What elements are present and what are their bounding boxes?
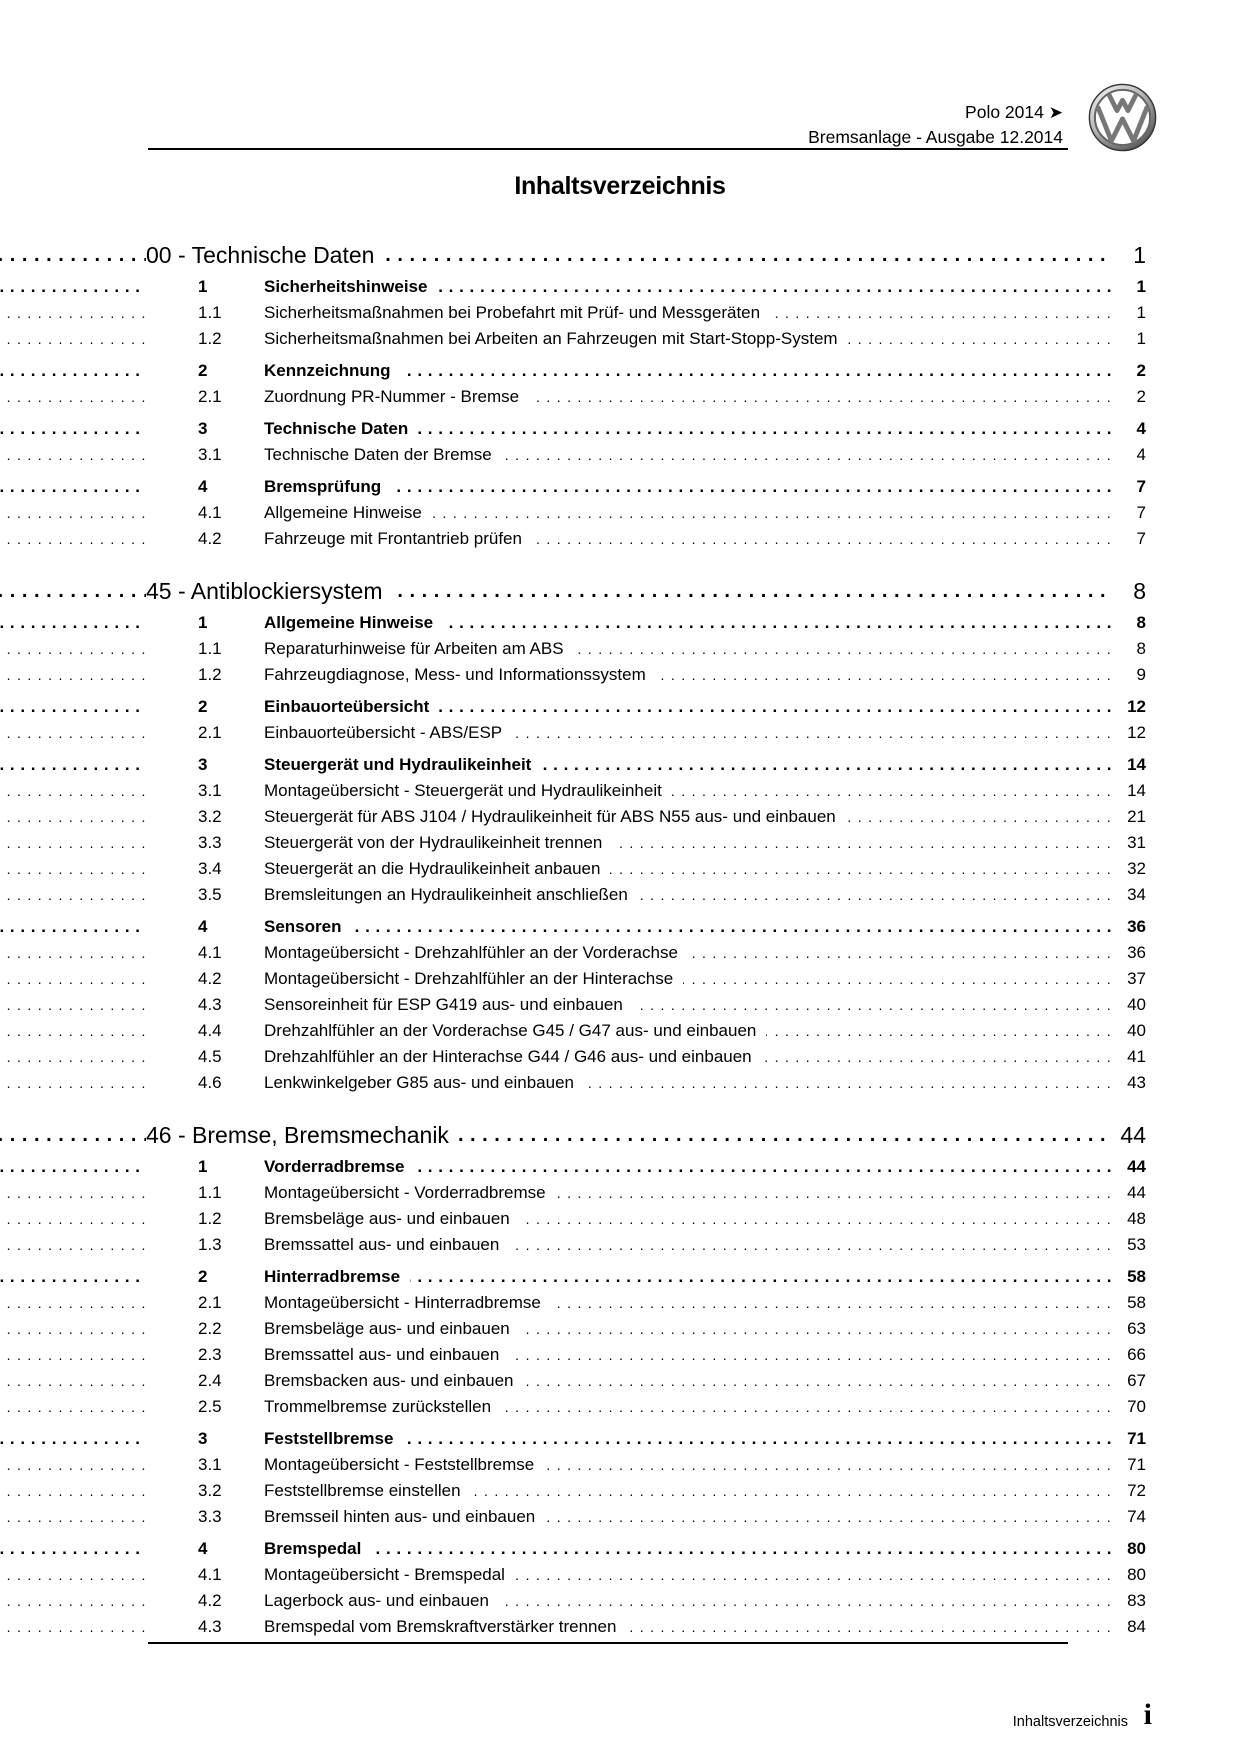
- header-model-text: Polo 2014: [965, 102, 1044, 122]
- toc-subsection[interactable]: [146, 1290, 1146, 1316]
- toc-subsection-title: Montageübersicht - Drehzahlfühler an der Vorderachse: [264, 943, 678, 962]
- toc-subsection-page: 41: [1113, 1044, 1146, 1070]
- toc-section-number: 3: [198, 419, 208, 438]
- toc-subsection-title: Sicherheitsmaßnahmen bei Probefahrt mit Prüf- und Messgeräten: [264, 303, 761, 322]
- toc-subsection-title: Montageübersicht - Feststellbremse: [264, 1455, 535, 1474]
- toc-subsection-label: [146, 384, 529, 410]
- toc-subsection-title: Bremsseil hinten aus- und einbauen: [264, 1507, 536, 1526]
- toc-subsection-number: 3.2: [198, 807, 222, 826]
- toc-subsection-label: [146, 1070, 584, 1096]
- footer-label: Inhaltsverzeichnis: [1012, 1714, 1128, 1730]
- toc-subsection[interactable]: [146, 1452, 1146, 1478]
- toc-subsection-page: 9: [1123, 662, 1146, 688]
- toc-subsection-label: [146, 326, 848, 352]
- toc-subsection-title: Bremsleitungen an Hydraulikeinheit anschließen: [264, 885, 628, 904]
- toc-subsection-label: [146, 526, 532, 552]
- toc-section[interactable]: [146, 474, 1146, 500]
- toc-subsection-page: 40: [1113, 1018, 1146, 1044]
- toc-subsection-page: 70: [1113, 1394, 1146, 1420]
- toc-subsection-title: Lenkwinkelgeber G85 aus- und einbauen: [264, 1073, 575, 1092]
- toc-subsection-number: 1.1: [198, 303, 222, 322]
- toc-chapter-title: 45 - Antiblockiersystem: [146, 578, 383, 604]
- toc-section-number: 4: [198, 917, 208, 936]
- toc-subsection-number: 3.1: [198, 445, 222, 464]
- toc-subsection[interactable]: [146, 1206, 1146, 1232]
- toc-section-label: [146, 1154, 414, 1180]
- toc-subsection-label: [146, 1614, 626, 1640]
- toc-subsection-title: Montageübersicht - Drehzahlfühler an der Hinterachse: [264, 969, 674, 988]
- toc-subsection[interactable]: [146, 1018, 1146, 1044]
- toc-subsection-number: 4.3: [198, 1617, 222, 1636]
- toc-section[interactable]: [146, 1154, 1146, 1180]
- toc-subsection-title: Steuergerät an die Hydraulikeinheit anbauen: [264, 859, 601, 878]
- toc-section[interactable]: [146, 752, 1146, 778]
- toc-subsection-label: [146, 300, 770, 326]
- toc-subsection[interactable]: [146, 1478, 1146, 1504]
- toc-subsection-title: Einbauorteübersicht - ABS/ESP: [264, 723, 503, 742]
- toc-subsection-label: [146, 804, 846, 830]
- toc-subsection-page: 44: [1113, 1180, 1146, 1206]
- toc-subsection-number: 3.3: [198, 833, 222, 852]
- toc-section-title: Allgemeine Hinweise: [264, 613, 434, 632]
- toc-section-number: 1: [198, 277, 208, 296]
- toc-subsection[interactable]: [146, 1070, 1146, 1096]
- toc-subsection-number: 3.3: [198, 1507, 222, 1526]
- arrow-right-icon: ➤: [1048, 103, 1063, 122]
- toc-subsection-title: Bremssattel aus- und einbauen: [264, 1235, 500, 1254]
- toc-subsection-label: [146, 1562, 515, 1588]
- toc-subsection[interactable]: [146, 720, 1146, 746]
- toc-chapter-page: 1: [1119, 240, 1146, 270]
- toc-subsection-page: 72: [1113, 1478, 1146, 1504]
- toc-subsection-number: 1.1: [198, 1183, 222, 1202]
- toc-section-number: 1: [198, 613, 208, 632]
- toc-section[interactable]: [146, 1264, 1146, 1290]
- header-subtitle: Bremsanlage - Ausgabe 12.2014: [808, 127, 1063, 147]
- toc-chapter[interactable]: [146, 1120, 1146, 1150]
- toc-subsection-page: 14: [1113, 778, 1146, 804]
- toc-chapter-page: 44: [1106, 1120, 1146, 1150]
- toc-subsection-page: 48: [1113, 1206, 1146, 1232]
- toc-subsection-label: [146, 442, 502, 468]
- toc-subsection[interactable]: [146, 500, 1146, 526]
- toc-subsection-title: Allgemeine Hinweise: [264, 503, 422, 522]
- toc-section-title: Einbauorteübersicht: [264, 697, 430, 716]
- toc-section-page: 71: [1113, 1426, 1146, 1452]
- toc-subsection-number: 4.6: [198, 1073, 222, 1092]
- toc-subsection-number: 4.2: [198, 1591, 222, 1610]
- toc-subsection-title: Sicherheitsmaßnahmen bei Arbeiten an Fahrzeugen mit Start-Stopp-System: [264, 329, 838, 348]
- toc-subsection-label: [146, 1206, 520, 1232]
- toc-subsection-page: 2: [1123, 384, 1146, 410]
- toc-subsection-title: Bremspedal vom Bremskraftverstärker trennen: [264, 1617, 617, 1636]
- toc-subsection-number: 4.2: [198, 969, 222, 988]
- toc-subsection[interactable]: [146, 1044, 1146, 1070]
- vw-logo-icon: [1088, 83, 1157, 152]
- toc-section-title: Technische Daten: [264, 419, 409, 438]
- toc-subsection[interactable]: [146, 526, 1146, 552]
- footer-divider: [148, 1642, 1068, 1644]
- toc-subsection-title: Fahrzeugdiagnose, Mess- und Informationssystem: [264, 665, 646, 684]
- toc-subsection-number: 3.1: [198, 781, 222, 800]
- toc-section-page: 44: [1113, 1154, 1146, 1180]
- toc-subsection-page: 53: [1113, 1232, 1146, 1258]
- toc-section-title: Vorderradbremse: [264, 1157, 405, 1176]
- toc-subsection-number: 1.1: [198, 639, 222, 658]
- toc-subsection[interactable]: [146, 856, 1146, 882]
- toc-subsection-number: 4.1: [198, 1565, 222, 1584]
- toc-subsection[interactable]: [146, 778, 1146, 804]
- toc-subsection-number: 2.1: [198, 723, 222, 742]
- toc-subsection-title: Bremsbeläge aus- und einbauen: [264, 1319, 510, 1338]
- toc-subsection-label: [146, 966, 683, 992]
- toc-subsection-number: 1.2: [198, 665, 222, 684]
- toc-subsection-number: 1.2: [198, 1209, 222, 1228]
- toc-subsection-title: Sensoreinheit für ESP G419 aus- und einbauen: [264, 995, 623, 1014]
- toc-section-label: [146, 416, 418, 442]
- toc-section-page: 4: [1123, 416, 1146, 442]
- toc-section-label: [146, 1536, 371, 1562]
- toc-section-label: [146, 694, 439, 720]
- toc-subsection-label: [146, 1018, 766, 1044]
- toc-subsection-title: Reparaturhinweise für Arbeiten am ABS: [264, 639, 564, 658]
- toc-subsection-number: 4.1: [198, 943, 222, 962]
- toc-section[interactable]: [146, 416, 1146, 442]
- toc-subsection-page: 31: [1113, 830, 1146, 856]
- toc-section-page: 7: [1123, 474, 1146, 500]
- toc-subsection-label: [146, 1342, 509, 1368]
- toc-section-label: [146, 358, 401, 384]
- toc-subsection-label: [146, 1588, 499, 1614]
- toc-subsection-label: [146, 1316, 520, 1342]
- toc-subsection-title: Fahrzeuge mit Frontantrieb prüfen: [264, 529, 522, 548]
- header-divider: [148, 148, 1068, 150]
- toc-subsection-page: 12: [1113, 720, 1146, 746]
- toc-subsection[interactable]: [146, 1614, 1146, 1640]
- toc-subsection-page: 84: [1113, 1614, 1146, 1640]
- toc-subsection-number: 1.3: [198, 1235, 222, 1254]
- toc-subsection-page: 43: [1113, 1070, 1146, 1096]
- toc-section-page: 80: [1113, 1536, 1146, 1562]
- toc-section-label: [146, 914, 351, 940]
- toc-subsection[interactable]: [146, 1394, 1146, 1420]
- toc-section-title: Sicherheitshinweise: [264, 277, 428, 296]
- toc-chapter[interactable]: [146, 576, 1146, 606]
- toc-section-title: Feststellbremse: [264, 1429, 394, 1448]
- toc-subsection-title: Steuergerät von der Hydraulikeinheit trennen: [264, 833, 603, 852]
- toc-section-label: [146, 1264, 410, 1290]
- page-title: Inhaltsverzeichnis: [514, 172, 726, 200]
- toc-subsection-page: 80: [1113, 1562, 1146, 1588]
- toc-section[interactable]: [146, 1426, 1146, 1452]
- toc-subsection-label: [146, 992, 633, 1018]
- toc-subsection-page: 1: [1123, 300, 1146, 326]
- toc-subsection[interactable]: [146, 992, 1146, 1018]
- toc-subsection-label: [146, 830, 612, 856]
- toc-subsection[interactable]: [146, 830, 1146, 856]
- header-model: [965, 101, 1063, 124]
- toc-subsection-number: 4.5: [198, 1047, 222, 1066]
- toc-subsection[interactable]: [146, 384, 1146, 410]
- toc-chapter-label: [146, 576, 392, 606]
- toc-section-number: 4: [198, 1539, 208, 1558]
- toc-section-number: 3: [198, 755, 208, 774]
- toc-section-label: [146, 274, 437, 300]
- toc-subsection-page: 37: [1113, 966, 1146, 992]
- toc-section-page: 36: [1113, 914, 1146, 940]
- toc-section-title: Sensoren: [264, 917, 342, 936]
- toc-subsection[interactable]: [146, 1562, 1146, 1588]
- table-of-contents: [146, 240, 1146, 1640]
- toc-subsection-page: 32: [1113, 856, 1146, 882]
- toc-subsection-number: 3.2: [198, 1481, 222, 1500]
- toc-subsection-label: [146, 778, 672, 804]
- toc-section-label: [146, 610, 443, 636]
- toc-subsection-title: Zuordnung PR-Nummer - Bremse: [264, 387, 520, 406]
- toc-subsection-page: 74: [1113, 1504, 1146, 1530]
- toc-subsection[interactable]: [146, 1588, 1146, 1614]
- toc-chapter-title: 46 - Bremse, Bremsmechanik: [146, 1122, 449, 1148]
- toc-subsection-page: 67: [1113, 1368, 1146, 1394]
- toc-section-page: 1: [1123, 274, 1146, 300]
- toc-section-number: 4: [198, 477, 208, 496]
- toc-subsection-title: Montageübersicht - Vorderradbremse: [264, 1183, 546, 1202]
- toc-subsection-title: Montageübersicht - Hinterradbremse: [264, 1293, 541, 1312]
- toc-subsection-number: 4.3: [198, 995, 222, 1014]
- toc-subsection-number: 2.1: [198, 1293, 222, 1312]
- toc-subsection-number: 3.1: [198, 1455, 222, 1474]
- toc-subsection-label: [146, 662, 656, 688]
- toc-subsection-label: [146, 1504, 545, 1530]
- toc-chapter-title: 00 - Technische Daten: [146, 242, 375, 268]
- toc-subsection-title: Bremsbacken aus- und einbauen: [264, 1371, 514, 1390]
- toc-section-title: Steuergerät und Hydraulikeinheit: [264, 755, 532, 774]
- toc-subsection-label: [146, 1478, 471, 1504]
- toc-subsection[interactable]: [146, 1368, 1146, 1394]
- toc-subsection-page: 8: [1123, 636, 1146, 662]
- toc-subsection-page: 83: [1113, 1588, 1146, 1614]
- toc-subsection-title: Drehzahlfühler an der Vorderachse G45 / G47 aus- und einbauen: [264, 1021, 757, 1040]
- toc-subsection-number: 2.4: [198, 1371, 222, 1390]
- toc-subsection-page: 71: [1113, 1452, 1146, 1478]
- toc-subsection-number: 2.2: [198, 1319, 222, 1338]
- toc-subsection-page: 34: [1113, 882, 1146, 908]
- toc-section[interactable]: [146, 1536, 1146, 1562]
- toc-subsection-title: Montageübersicht - Bremspedal: [264, 1565, 505, 1584]
- toc-subsection-page: 36: [1113, 940, 1146, 966]
- toc-subsection-label: [146, 1452, 544, 1478]
- toc-subsection[interactable]: [146, 1316, 1146, 1342]
- toc-section[interactable]: [146, 358, 1146, 384]
- toc-subsection[interactable]: [146, 1504, 1146, 1530]
- toc-section-label: [146, 752, 541, 778]
- toc-subsection-label: [146, 1180, 556, 1206]
- toc-subsection[interactable]: [146, 636, 1146, 662]
- toc-subsection-label: [146, 1368, 524, 1394]
- footer-page-number: i: [1143, 1698, 1152, 1731]
- toc-subsection-number: 1.2: [198, 329, 222, 348]
- toc-section-number: 1: [198, 1157, 208, 1176]
- toc-subsection-label: [146, 1290, 551, 1316]
- toc-subsection-label: [146, 1232, 509, 1258]
- toc-section-page: 2: [1123, 358, 1146, 384]
- toc-subsection-number: 4.4: [198, 1021, 222, 1040]
- toc-subsection-number: 2.3: [198, 1345, 222, 1364]
- toc-subsection-title: Bremsbeläge aus- und einbauen: [264, 1209, 510, 1228]
- toc-section-label: [146, 474, 391, 500]
- toc-subsection-title: Lagerbock aus- und einbauen: [264, 1591, 489, 1610]
- toc-section-number: 2: [198, 361, 208, 380]
- toc-subsection[interactable]: [146, 1180, 1146, 1206]
- toc-section-title: Kennzeichnung: [264, 361, 391, 380]
- toc-subsection-number: 2.5: [198, 1397, 222, 1416]
- toc-subsection-title: Drehzahlfühler an der Hinterachse G44 / G46 aus- und einbauen: [264, 1047, 752, 1066]
- toc-subsection-page: 7: [1123, 500, 1146, 526]
- toc-section-page: 8: [1123, 610, 1146, 636]
- toc-subsection-label: [146, 720, 512, 746]
- toc-chapter[interactable]: [146, 240, 1146, 270]
- toc-subsection-label: [146, 856, 610, 882]
- toc-section-number: 3: [198, 1429, 208, 1448]
- toc-section-page: 58: [1113, 1264, 1146, 1290]
- toc-subsection[interactable]: [146, 300, 1146, 326]
- toc-subsection-title: Steuergerät für ABS J104 / Hydraulikeinheit für ABS N55 aus- und einbauen: [264, 807, 836, 826]
- toc-subsection-title: Technische Daten der Bremse: [264, 445, 492, 464]
- toc-subsection-label: [146, 1394, 501, 1420]
- toc-subsection-label: [146, 1044, 762, 1070]
- toc-subsection-title: Feststellbremse einstellen: [264, 1481, 461, 1500]
- toc-subsection[interactable]: [146, 1342, 1146, 1368]
- toc-section-page: 14: [1113, 752, 1146, 778]
- toc-subsection[interactable]: [146, 940, 1146, 966]
- toc-subsection-number: 3.5: [198, 885, 222, 904]
- toc-subsection-page: 21: [1113, 804, 1146, 830]
- toc-section-title: Bremspedal: [264, 1539, 362, 1558]
- toc-subsection-number: 4.2: [198, 529, 222, 548]
- toc-section-title: Hinterradbremse: [264, 1267, 401, 1286]
- toc-chapter-label: [146, 1120, 459, 1150]
- toc-subsection-page: 66: [1113, 1342, 1146, 1368]
- toc-subsection[interactable]: [146, 1232, 1146, 1258]
- toc-section[interactable]: [146, 694, 1146, 720]
- toc-section-number: 2: [198, 697, 208, 716]
- toc-subsection-title: Montageübersicht - Steuergerät und Hydraulikeinheit: [264, 781, 662, 800]
- toc-subsection-page: 63: [1113, 1316, 1146, 1342]
- toc-chapter-label: [146, 240, 384, 270]
- toc-subsection-page: 58: [1113, 1290, 1146, 1316]
- toc-subsection-page: 40: [1113, 992, 1146, 1018]
- toc-subsection[interactable]: [146, 804, 1146, 830]
- toc-subsection-label: [146, 500, 432, 526]
- toc-section[interactable]: [146, 274, 1146, 300]
- toc-subsection[interactable]: [146, 442, 1146, 468]
- toc-subsection-page: 7: [1123, 526, 1146, 552]
- toc-section-page: 12: [1113, 694, 1146, 720]
- toc-subsection-title: Trommelbremse zurückstellen: [264, 1397, 492, 1416]
- toc-section[interactable]: [146, 610, 1146, 636]
- toc-subsection-title: Bremssattel aus- und einbauen: [264, 1345, 500, 1364]
- toc-subsection-label: [146, 882, 638, 908]
- toc-subsection[interactable]: [146, 662, 1146, 688]
- toc-section-number: 2: [198, 1267, 208, 1286]
- chapter-spacer: [146, 552, 1146, 576]
- toc-subsection[interactable]: [146, 326, 1146, 352]
- toc-subsection-page: 4: [1123, 442, 1146, 468]
- toc-subsection-number: 2.1: [198, 387, 222, 406]
- chapter-spacer: [146, 1096, 1146, 1120]
- toc-subsection[interactable]: [146, 966, 1146, 992]
- toc-subsection-label: [146, 940, 688, 966]
- toc-section-label: [146, 1426, 403, 1452]
- toc-section[interactable]: [146, 914, 1146, 940]
- toc-chapter-page: 8: [1119, 576, 1146, 606]
- toc-subsection-number: 4.1: [198, 503, 222, 522]
- toc-subsection[interactable]: [146, 882, 1146, 908]
- toc-subsection-number: 3.4: [198, 859, 222, 878]
- toc-subsection-page: 1: [1123, 326, 1146, 352]
- toc-section-title: Bremsprüfung: [264, 477, 382, 496]
- toc-subsection-label: [146, 636, 574, 662]
